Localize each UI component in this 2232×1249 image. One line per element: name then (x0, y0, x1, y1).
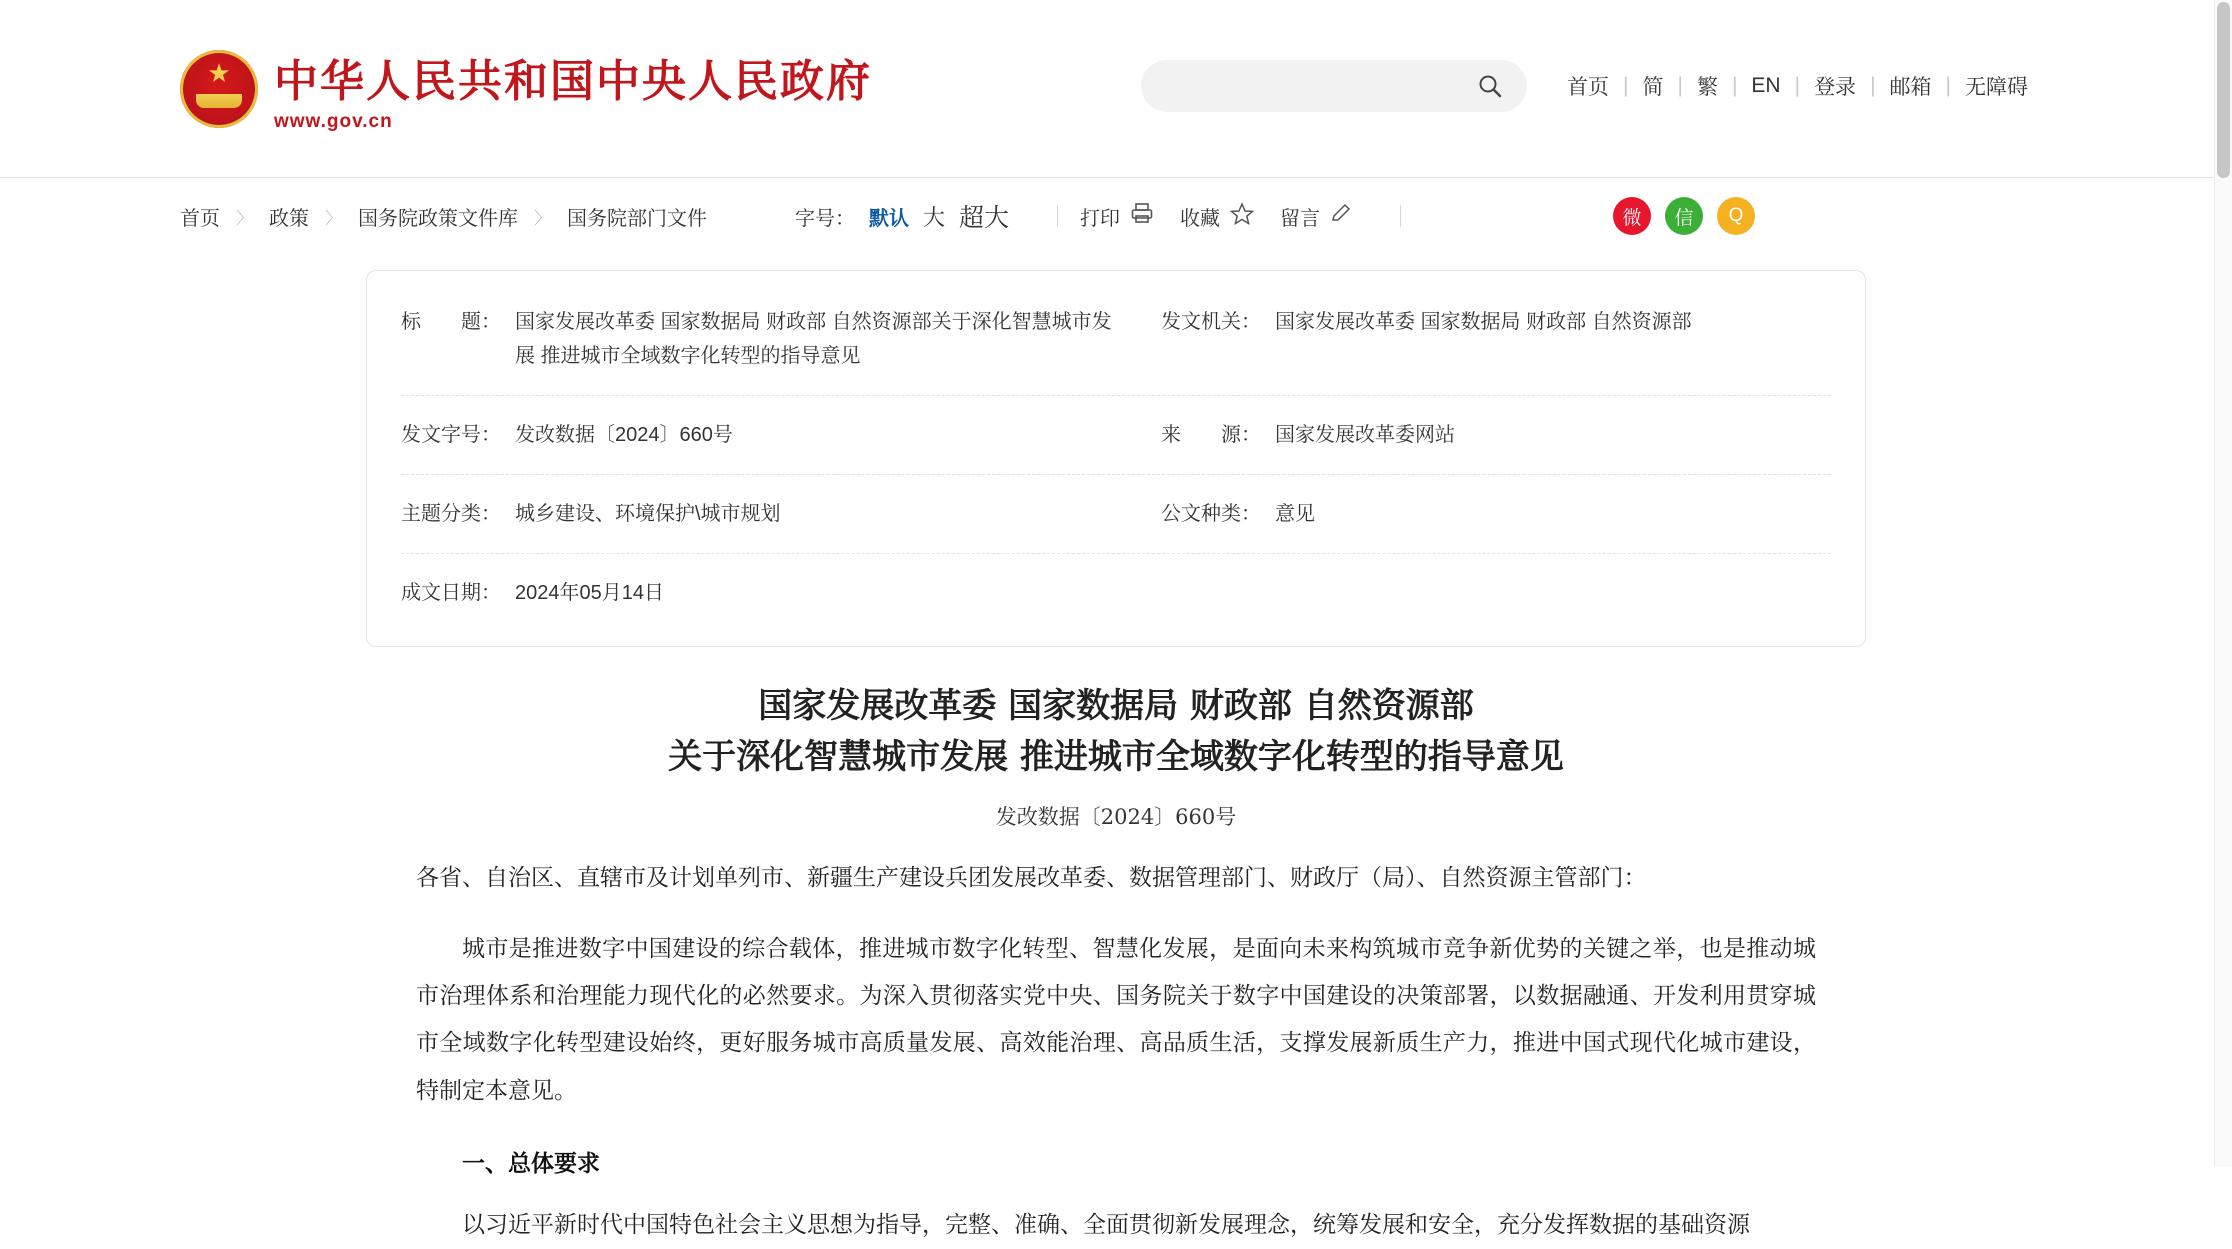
message-label: 留言 (1280, 207, 1321, 230)
metadata-value: 国家发展改革委 国家数据局 财政部 自然资源部关于深化智慧城市发展 推进城市全域数字化转型的指导意见 (515, 311, 1112, 367)
brand-title: 中华人民共和国中央人民政府 (274, 55, 872, 107)
intro-paragraph: 城市是推进数字中国建设的综合载体，推进城市数字化转型、智慧化发展，是面向未来构筑城市竞争新优势的关键之举，也是推动城市治理体系和治理能力现代化的必然要求。为深入贯彻落实党中央、国务院关于数字中国建设的决策部署，以数据融通、开发利用贯穿城市全域数字化转型建设始终，更好服务城市高质量发展、高效能治理、高品质生活，支撑发展新质生产力，推进中国式现代化城市建设，特制定本意见。 (416, 936, 1816, 1104)
nav-separator: | (1870, 74, 1876, 97)
metadata-doctype-cell (1161, 497, 1831, 531)
header-right (1141, 60, 2042, 112)
breadcrumb-toolbar (0, 178, 2232, 254)
wechat-share-icon[interactable]: 信 (1665, 197, 1703, 235)
breadcrumb-separator: 〉 (534, 208, 551, 228)
pencil-icon[interactable] (1330, 202, 1352, 230)
font-size-large[interactable]: 大 (923, 204, 946, 230)
nav-separator: | (1677, 74, 1683, 97)
nav-item-simplified[interactable]: 简 (1642, 76, 1664, 99)
breadcrumb-item-home[interactable]: 首页 (180, 207, 220, 230)
metadata-value: 发改数据〔2024〕660号 (515, 424, 733, 446)
breadcrumb (180, 202, 707, 231)
breadcrumb-item-policy-library[interactable]: 国务院政策文件库 (358, 207, 518, 230)
share-buttons (1613, 197, 1755, 235)
metadata-key: 成文日期： (401, 582, 501, 604)
nav-item-traditional[interactable]: 繁 (1696, 76, 1718, 99)
metadata-source-cell (1161, 418, 1831, 452)
metadata-category-cell (401, 497, 1161, 531)
metadata-value: 国家发展改革委 国家数据局 财政部 自然资源部 (1275, 311, 1692, 333)
metadata-date-cell (401, 576, 1161, 610)
metadata-key: 主题分类： (401, 503, 501, 525)
font-size-control (795, 198, 1009, 234)
section-heading-1: 一、总体要求 (462, 1149, 600, 1177)
brand-url: www.gov.cn (274, 110, 393, 132)
page-title (416, 681, 1816, 783)
print-button[interactable] (1080, 202, 1154, 231)
national-emblem-icon (180, 50, 258, 128)
favorite-button[interactable] (1180, 202, 1254, 231)
nav-item-mail[interactable]: 邮箱 (1889, 76, 1932, 99)
nav-separator: | (1794, 74, 1801, 97)
breadcrumb-item-policy[interactable]: 政策 (269, 207, 309, 230)
star-icon[interactable] (1230, 202, 1254, 231)
metadata-value: 2024年05月14日 (515, 582, 664, 604)
nav-separator: | (1731, 74, 1738, 97)
print-label: 打印 (1080, 207, 1121, 230)
metadata-key: 来 源： (1161, 424, 1261, 446)
metadata-issuer-cell (1161, 305, 1831, 339)
section-1-paragraph: 以习近平新时代中国特色社会主义思想为指导，完整、准确、全面贯彻新发展理念，统筹发展和安全，充分发挥数据的基础资源 (462, 1211, 1750, 1238)
breadcrumb-item-department-documents[interactable]: 国务院部门文件 (567, 207, 707, 230)
nav-item-home[interactable]: 首页 (1567, 76, 1609, 99)
weibo-share-icon[interactable]: 微 (1613, 197, 1651, 235)
breadcrumb-separator: 〉 (325, 208, 342, 228)
font-size-label: 字号： (795, 207, 855, 230)
nav-separator: | (1945, 74, 1951, 97)
page-title-line1: 国家发展改革委 国家数据局 财政部 自然资源部 (758, 686, 1474, 726)
metadata-value: 意见 (1275, 503, 1315, 525)
document-toolbar (795, 197, 1755, 235)
breadcrumb-separator: 〉 (236, 208, 253, 228)
site-logo[interactable] (180, 45, 872, 133)
metadata-row (401, 396, 1831, 475)
nav-item-english[interactable]: EN (1751, 74, 1781, 97)
search-input[interactable] (1161, 75, 1507, 97)
header-nav (1553, 71, 2042, 101)
metadata-key: 标 题： (401, 311, 501, 333)
brand-text (274, 45, 872, 133)
toolbar-divider (1057, 205, 1058, 227)
qzone-share-icon[interactable]: Q (1717, 197, 1755, 235)
metadata-key: 公文种类： (1161, 503, 1261, 525)
metadata-docnumber-cell (401, 418, 1161, 452)
nav-item-login[interactable]: 登录 (1814, 76, 1857, 99)
metadata-key: 发文机关： (1161, 311, 1261, 333)
search-icon[interactable] (1477, 73, 1503, 99)
page-scrollbar[interactable] (2214, 0, 2232, 1167)
font-size-default[interactable]: 默认 (869, 207, 909, 230)
font-size-extra-large[interactable]: 超大 (959, 204, 1010, 232)
metadata-value: 城乡建设、环境保护\城市规划 (515, 503, 781, 525)
metadata-key: 发文字号： (401, 424, 501, 446)
document-number: 发改数据〔2024〕660号 (995, 805, 1237, 829)
metadata-title-cell (401, 305, 1161, 373)
metadata-row (401, 554, 1831, 632)
metadata-value: 国家发展改革委网站 (1275, 424, 1455, 446)
favorite-label: 收藏 (1180, 207, 1221, 230)
search-box[interactable] (1141, 60, 1527, 112)
site-header (0, 0, 2232, 178)
page-title-line2: 关于深化智慧城市发展 推进城市全域数字化转型的指导意见 (668, 737, 1564, 777)
scrollbar-thumb[interactable] (2217, 2, 2230, 178)
metadata-row (401, 283, 1831, 396)
document-metadata (366, 270, 1866, 647)
message-button[interactable] (1280, 202, 1352, 231)
nav-item-accessibility[interactable]: 无障碍 (1965, 76, 2028, 99)
toolbar-divider (1400, 205, 1401, 227)
addressee-paragraph: 各省、自治区、直辖市及计划单列市、新疆生产建设兵团发展改革委、数据管理部门、财政厅（局）、自然资源主管部门： (416, 865, 1647, 891)
metadata-row (401, 475, 1831, 554)
document-body (416, 681, 1816, 1249)
nav-separator: | (1623, 74, 1629, 97)
printer-icon[interactable] (1130, 202, 1154, 230)
